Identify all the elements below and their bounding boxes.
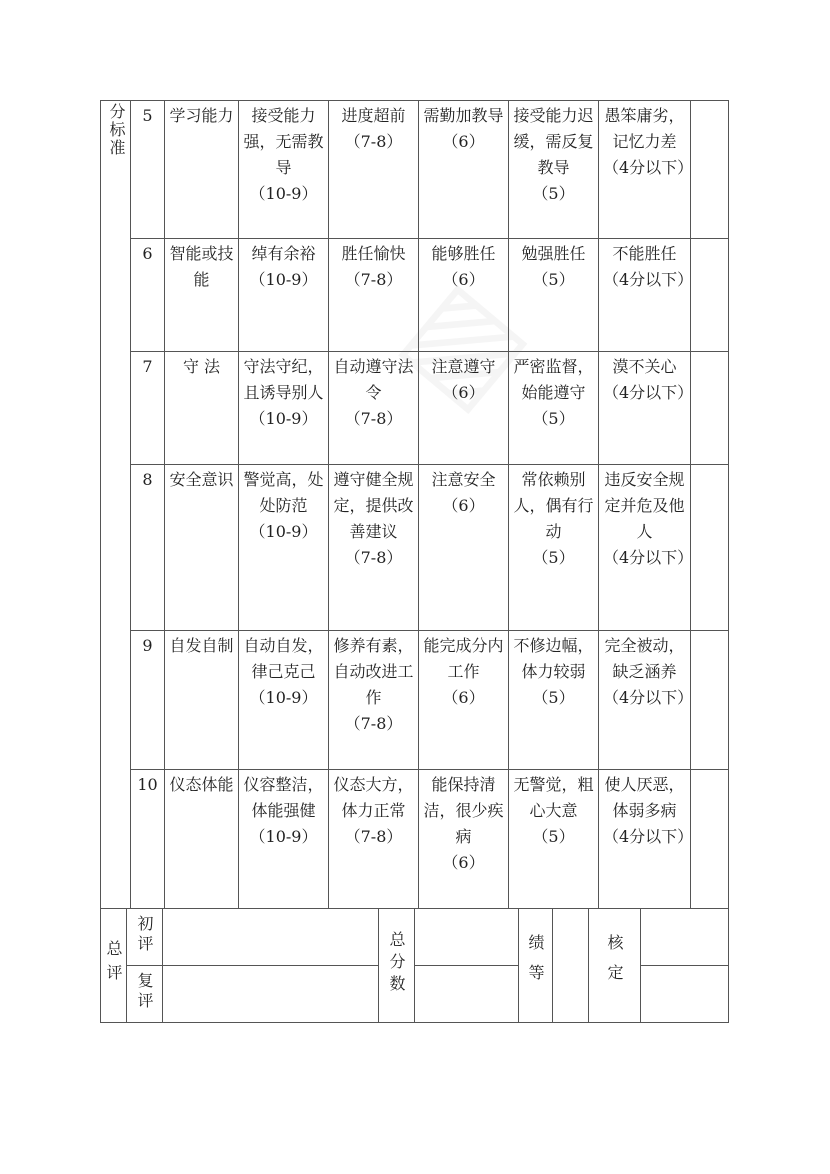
criteria-cell: 修养有素，自动改进工作 （7-8） bbox=[329, 631, 419, 770]
criteria-cell: 能保持清洁，很少疾病 （6） bbox=[419, 770, 509, 909]
evaluation-table bbox=[100, 100, 729, 909]
criteria-cell: 违反安全规定并危及他人 （4分以下） bbox=[599, 465, 691, 631]
criteria-cell: 注意安全 （6） bbox=[419, 465, 509, 631]
criteria-cell: 能够胜任 （6） bbox=[419, 239, 509, 352]
blank-cell bbox=[691, 631, 729, 770]
criteria-cell: 严密监督，始能遵守 （5） bbox=[509, 352, 599, 465]
blank-cell bbox=[691, 465, 729, 631]
blank-cell bbox=[691, 101, 729, 239]
criteria-cell: 绰有余裕 （10-9） bbox=[239, 239, 329, 352]
row-number: 7 bbox=[131, 352, 165, 465]
item-name: 守 法 bbox=[165, 352, 239, 465]
criteria-cell: 警觉高，处处防范 （10-9） bbox=[239, 465, 329, 631]
second-eval-label: 复评 bbox=[127, 966, 163, 1023]
table-row bbox=[101, 101, 729, 239]
table-row bbox=[101, 465, 729, 631]
check-field-2[interactable] bbox=[641, 966, 729, 1023]
row-number: 8 bbox=[131, 465, 165, 631]
side-label: 分标准 bbox=[101, 101, 131, 909]
table-row bbox=[101, 770, 729, 909]
item-name: 智能或技 能 bbox=[165, 239, 239, 352]
criteria-cell: 遵守健全规定，提供改善建议 （7-8） bbox=[329, 465, 419, 631]
criteria-cell: 常依赖别人，偶有行动 （5） bbox=[509, 465, 599, 631]
criteria-cell: 接受能力强，无需教导 （10-9） bbox=[239, 101, 329, 239]
criteria-cell: 仪容整洁，体能强健 （10-9） bbox=[239, 770, 329, 909]
criteria-cell: 胜任愉快 （7-8） bbox=[329, 239, 419, 352]
criteria-cell: 无警觉，粗心大意 （5） bbox=[509, 770, 599, 909]
table-row bbox=[101, 352, 729, 465]
item-name: 自发自制 bbox=[165, 631, 239, 770]
table-row bbox=[101, 631, 729, 770]
criteria-cell: 不能胜任 （4分以下） bbox=[599, 239, 691, 352]
criteria-cell: 自动遵守法令 （7-8） bbox=[329, 352, 419, 465]
table-row bbox=[101, 239, 729, 352]
grade-field[interactable] bbox=[553, 909, 589, 1023]
criteria-cell: 不修边幅，体力较弱 （5） bbox=[509, 631, 599, 770]
blank-cell bbox=[691, 352, 729, 465]
criteria-cell: 仪态大方，体力正常 （7-8） bbox=[329, 770, 419, 909]
item-name: 安全意识 bbox=[165, 465, 239, 631]
criteria-cell: 守法守纪，且诱导别人 （10-9） bbox=[239, 352, 329, 465]
summary-table bbox=[100, 908, 729, 1023]
blank-cell bbox=[691, 239, 729, 352]
check-label: 核定 bbox=[589, 909, 641, 1023]
first-eval-label: 初评 bbox=[127, 909, 163, 966]
row-number: 10 bbox=[131, 770, 165, 909]
criteria-cell: 使人厌恶，体弱多病 （4分以下） bbox=[599, 770, 691, 909]
total-score-label: 总分数 bbox=[379, 909, 415, 1023]
overall-label: 总评 bbox=[101, 909, 127, 1023]
criteria-cell: 注意遵守 （6） bbox=[419, 352, 509, 465]
grade-label: 绩等 bbox=[519, 909, 553, 1023]
criteria-cell: 愚笨庸劣，记忆力差 （4分以下） bbox=[599, 101, 691, 239]
criteria-cell: 自动自发，律己克己 （10-9） bbox=[239, 631, 329, 770]
criteria-cell: 完全被动，缺乏涵养 （4分以下） bbox=[599, 631, 691, 770]
first-eval-field[interactable] bbox=[163, 909, 379, 966]
item-name: 仪态体能 bbox=[165, 770, 239, 909]
second-eval-field[interactable] bbox=[163, 966, 379, 1023]
item-name: 学习能力 bbox=[165, 101, 239, 239]
total-score-field-2[interactable] bbox=[415, 966, 519, 1023]
criteria-cell: 需勤加教导 （6） bbox=[419, 101, 509, 239]
row-number: 6 bbox=[131, 239, 165, 352]
criteria-cell: 进度超前 （7-8） bbox=[329, 101, 419, 239]
total-score-field[interactable] bbox=[415, 909, 519, 966]
check-field[interactable] bbox=[641, 909, 729, 966]
row-number: 5 bbox=[131, 101, 165, 239]
criteria-cell: 漠不关心 （4分以下） bbox=[599, 352, 691, 465]
criteria-cell: 勉强胜任 （5） bbox=[509, 239, 599, 352]
criteria-cell: 能完成分内工作 （6） bbox=[419, 631, 509, 770]
criteria-cell: 接受能力迟缓，需反复教导 （5） bbox=[509, 101, 599, 239]
blank-cell bbox=[691, 770, 729, 909]
row-number: 9 bbox=[131, 631, 165, 770]
